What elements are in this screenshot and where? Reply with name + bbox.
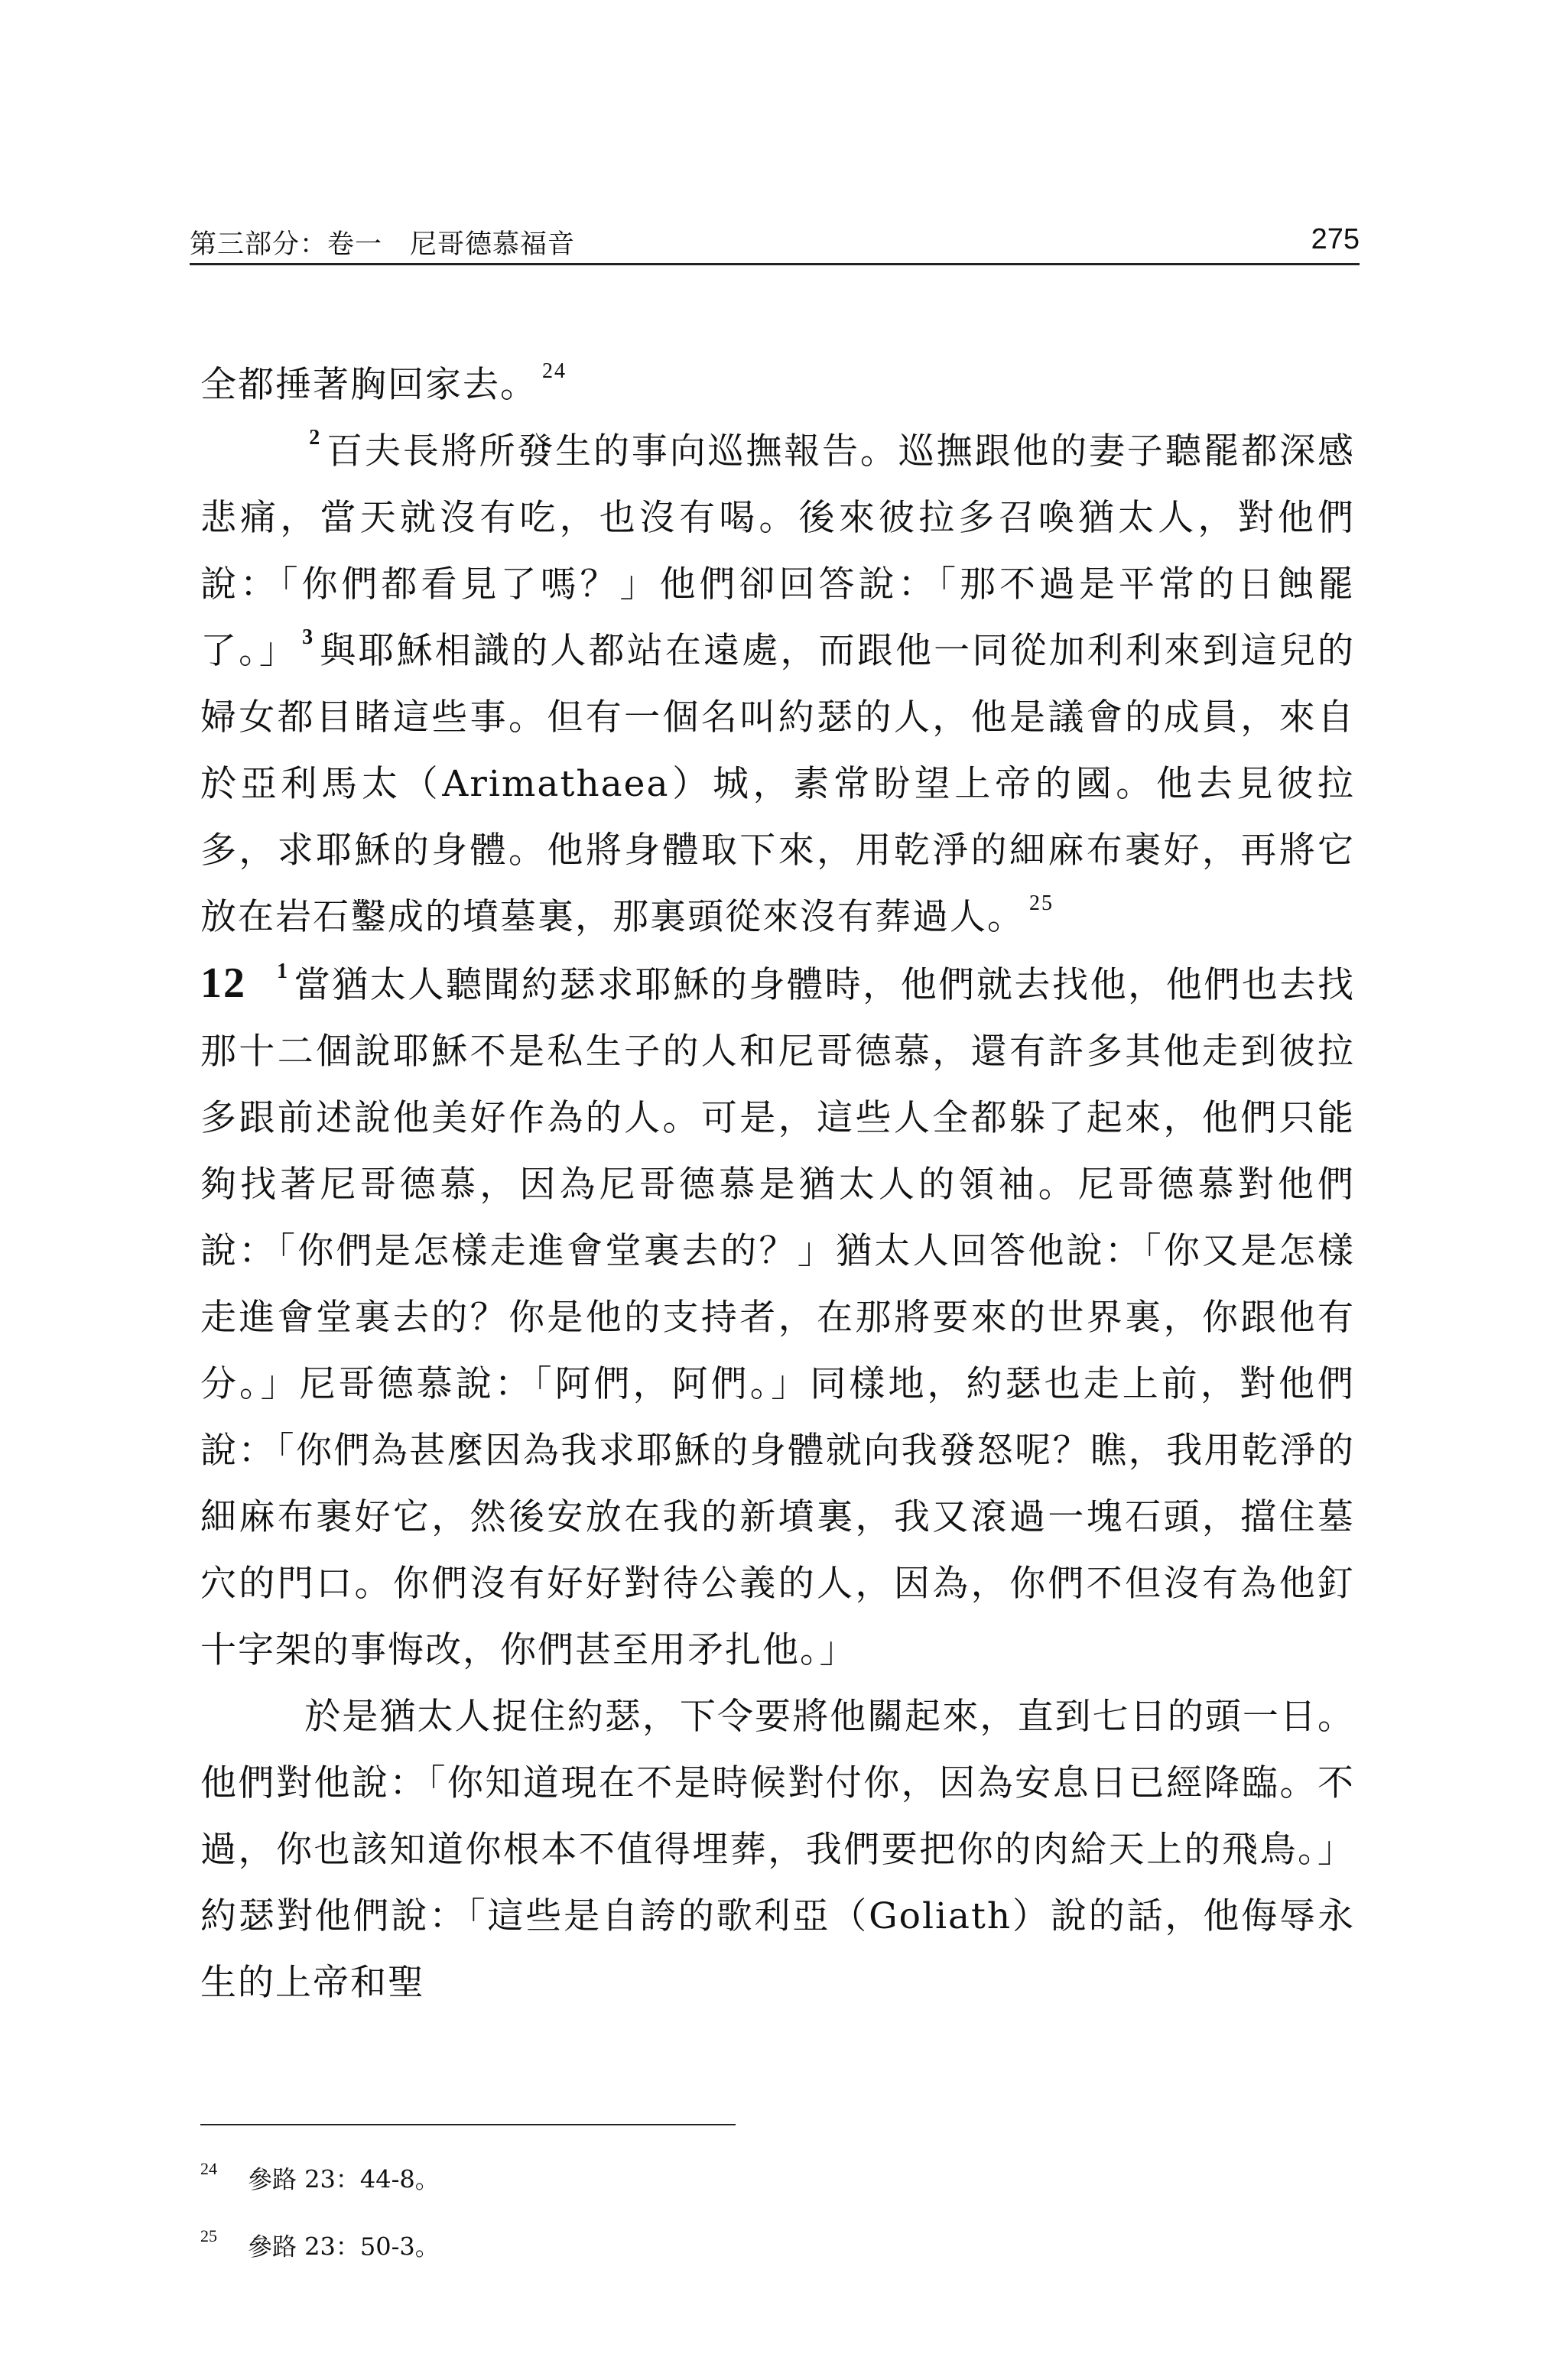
footnote-24 <box>200 2141 1347 2208</box>
running-title: 第三部分：卷一 尼哥德慕福音 <box>190 229 576 260</box>
footnote-mark: 24 <box>200 2159 217 2178</box>
footnote-ref-25[interactable]: 25 <box>1029 891 1054 915</box>
paragraph-4 <box>200 1684 1355 2016</box>
paragraph-1 <box>200 352 1355 418</box>
paragraph-2-text-a: 百夫長將所發生的事向巡撫報告。巡撫跟他的妻子聽罷都深感悲痛，當天就沒有吃，也沒有喝。後來彼拉多召喚猶太人，對他們說：「你們都看見了嗎？」他們卻回答說：「那不過是平常的日蝕罷了。」 <box>200 430 1355 672</box>
paragraph-3-text: 當猶太人聽聞約瑟求耶穌的身體時，他們就去找他，他們也去找那十二個說耶穌不是私生子的人和尼哥德慕，還有許多其他走到彼拉多跟前述說他美好作為的人。可是，這些人全都躲了起來，他們只能夠找著尼哥德慕，因為尼哥德慕是猶太人的領袖。尼哥德慕對他們說：「你們是怎樣走進會堂裏去的？」猶太人回答他說：「你又是怎樣走進會堂裏去的？你是他的支持者，在那將要來的世界裏，你跟他有分。」尼哥德慕說：「阿們，阿們。」同樣地，約瑟也走上前，對他們說：「你們為甚麼因為我求耶穌的身體就向我發怒呢？瞧，我用乾淨的細麻布裹好它，然後安放在我的新墳裏，我又滾過一塊石頭，擋住墓穴的門口。你們沒有好好對待公義的人，因為，你們不但沒有為他釘十字架的事悔改，你們甚至用矛扎他。」 <box>200 964 1355 1671</box>
verse-number-1: 1 <box>277 959 289 983</box>
footnote-text: 參路 23：50-3。 <box>248 2232 440 2261</box>
paragraph-1-text: 全都捶著胸回家去。 <box>200 364 538 406</box>
footnotes <box>200 2141 1347 2274</box>
running-header <box>190 223 1360 265</box>
body-text <box>200 352 1355 2016</box>
verse-number-3: 3 <box>302 625 315 649</box>
header-rule <box>190 263 1360 265</box>
paragraph-2-text-b: 與耶穌相識的人都站在遠處，而跟他一同從加利利來到這兒的婦女都目睹這些事。但有一個名叫約瑟的人，他是議會的成員，來自於亞利馬太（Arimathaea）城，素常盼望上帝的國。他去見彼拉多，求耶穌的身體。他將身體取下來，用乾淨的細麻布裹好，再將它放在岩石鑿成的墳墓裏，那裏頭從來沒有葬過人。 <box>200 630 1356 938</box>
footnote-ref-24[interactable]: 24 <box>542 359 567 383</box>
footnote-text: 參路 23：44-8。 <box>248 2164 440 2194</box>
footnote-25 <box>200 2208 1347 2275</box>
page-number: 275 <box>1311 223 1360 255</box>
paragraph-3 <box>200 950 1355 1684</box>
verse-number-2: 2 <box>309 425 322 450</box>
footnote-rule <box>200 2124 736 2125</box>
footnote-mark: 25 <box>200 2226 217 2245</box>
chapter-number: 12 <box>200 959 246 1007</box>
paragraph-4-text: 於是猶太人捉住約瑟，下令要將他關起來，直到七日的頭一日。他們對他說：「你知道現在不是時候對付你，因為安息日已經降臨。不過，你也該知道你根本不值得埋葬，我們要把你的肉給天上的飛鳥。」約瑟對他們說：「這些是自誇的歌利亞（Goliath）說的話，他侮辱永生的上帝和聖 <box>200 1696 1355 2004</box>
paragraph-2 <box>200 418 1355 950</box>
